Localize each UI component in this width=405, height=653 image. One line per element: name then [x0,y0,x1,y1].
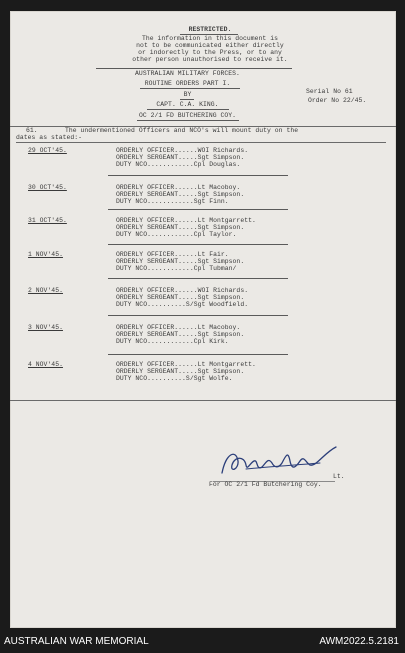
roster-line-nco: DUTY NCO..........S/Sgt Woodfield. [116,301,249,308]
roster-line-sergeant: ORDERLY SERGEANT.....Sgt Simpson. [116,258,245,265]
roster-line-nco: DUTY NCO............Cpl Kirk. [116,338,229,345]
signature-for-line: For OC 2/1 Fd Butchering Coy. [209,481,322,488]
roster-line-officer: ORDERLY OFFICER......Lt Montgarrett. [116,217,256,224]
author-underline [147,109,229,110]
signature-rank: Lt. [333,473,345,480]
doc-type: ROUTINE ORDERS PART I. [144,80,231,87]
by-label: BY [183,91,192,98]
roster-separator [108,175,288,176]
roster-line-officer: ORDERLY OFFICER......WOI Richards. [116,147,249,154]
intro-line-1: The undermentioned Officers and NCO's will mount duty on the [65,127,299,134]
roster-line-nco: DUTY NCO..........S/Sgt Wolfe. [116,375,233,382]
roster-line-sergeant: ORDERLY SERGEANT.....Sgt Simpson. [116,294,245,301]
notice-underline [96,68,292,69]
roster-line-officer: ORDERLY OFFICER......Lt Fair. [116,251,229,258]
by-underline [180,99,194,100]
roster-date: 29 OCT'45. [28,147,67,154]
notice-line-4: other person unauthorised to receive it. [132,56,288,63]
roster-line-nco: DUTY NCO............Cpl Taylor. [116,231,237,238]
intro-divider [16,142,386,143]
notice-line-3: or indorectly to the Press, or to any [138,49,282,56]
roster-line-nco: DUTY NCO............Sgt Finn. [116,198,229,205]
roster-line-sergeant: ORDERLY SERGEANT.....Sgt Simpson. [116,224,245,231]
roster-separator [108,278,288,279]
roster-separator [108,354,288,355]
roster-line-sergeant: ORDERLY SERGEANT.....Sgt Simpson. [116,191,245,198]
signature-mark [216,443,346,481]
roster-line-officer: ORDERLY OFFICER......WOI Richards. [116,287,249,294]
roster-line-nco: DUTY NCO............Cpl Douglas. [116,161,241,168]
roster-line-nco: DUTY NCO............Cpl Tubman/ [116,265,237,272]
roster-date: 3 NOV'45. [28,324,63,331]
roster-date: 1 NOV'45. [28,251,63,258]
roster-separator [108,315,288,316]
footer-accession-number: AWM2022.5.2181 [319,636,399,647]
roster-date: 31 OCT'45. [28,217,67,224]
roster-separator [108,209,288,210]
roster-separator [108,244,288,245]
doc-type-underline [140,88,240,89]
roster-line-sergeant: ORDERLY SERGEANT.....Sgt Simpson. [116,154,245,161]
classification: RESTRICTED. [188,26,232,33]
roster-date: 30 OCT'45. [28,184,67,191]
serial-number: Serial No 61 [306,88,353,95]
document-page [10,11,396,628]
author: CAPT. C.A. KING. [156,101,219,108]
force-title: AUSTRALIAN MILITARY FORCES. [135,70,240,77]
roster-line-officer: ORDERLY OFFICER......Lt Macoboy. [116,184,241,191]
unit-name: OC 2/1 FD BUTCHERING COY. [138,112,237,119]
roster-date: 4 NOV'45. [28,361,63,368]
roster-end-divider [10,400,396,401]
notice-line-2: not to be communicated either directly [136,42,284,49]
para-number: 61. [26,127,38,134]
roster-line-officer: ORDERLY OFFICER......Lt Macoboy. [116,324,241,331]
roster-line-sergeant: ORDERLY SERGEANT.....Sgt Simpson. [116,368,245,375]
roster-date: 2 NOV'45. [28,287,63,294]
roster-line-sergeant: ORDERLY SERGEANT.....Sgt Simpson. [116,331,245,338]
roster-line-officer: ORDERLY OFFICER......Lt Montgarrett. [116,361,256,368]
order-number: Order No 22/45. [308,97,367,104]
notice-line-1: The information in this document is [142,35,278,42]
footer-credit: AUSTRALIAN WAR MEMORIAL [4,636,149,647]
unit-underline [137,120,239,121]
intro-line-2: dates as stated:- [16,134,83,141]
